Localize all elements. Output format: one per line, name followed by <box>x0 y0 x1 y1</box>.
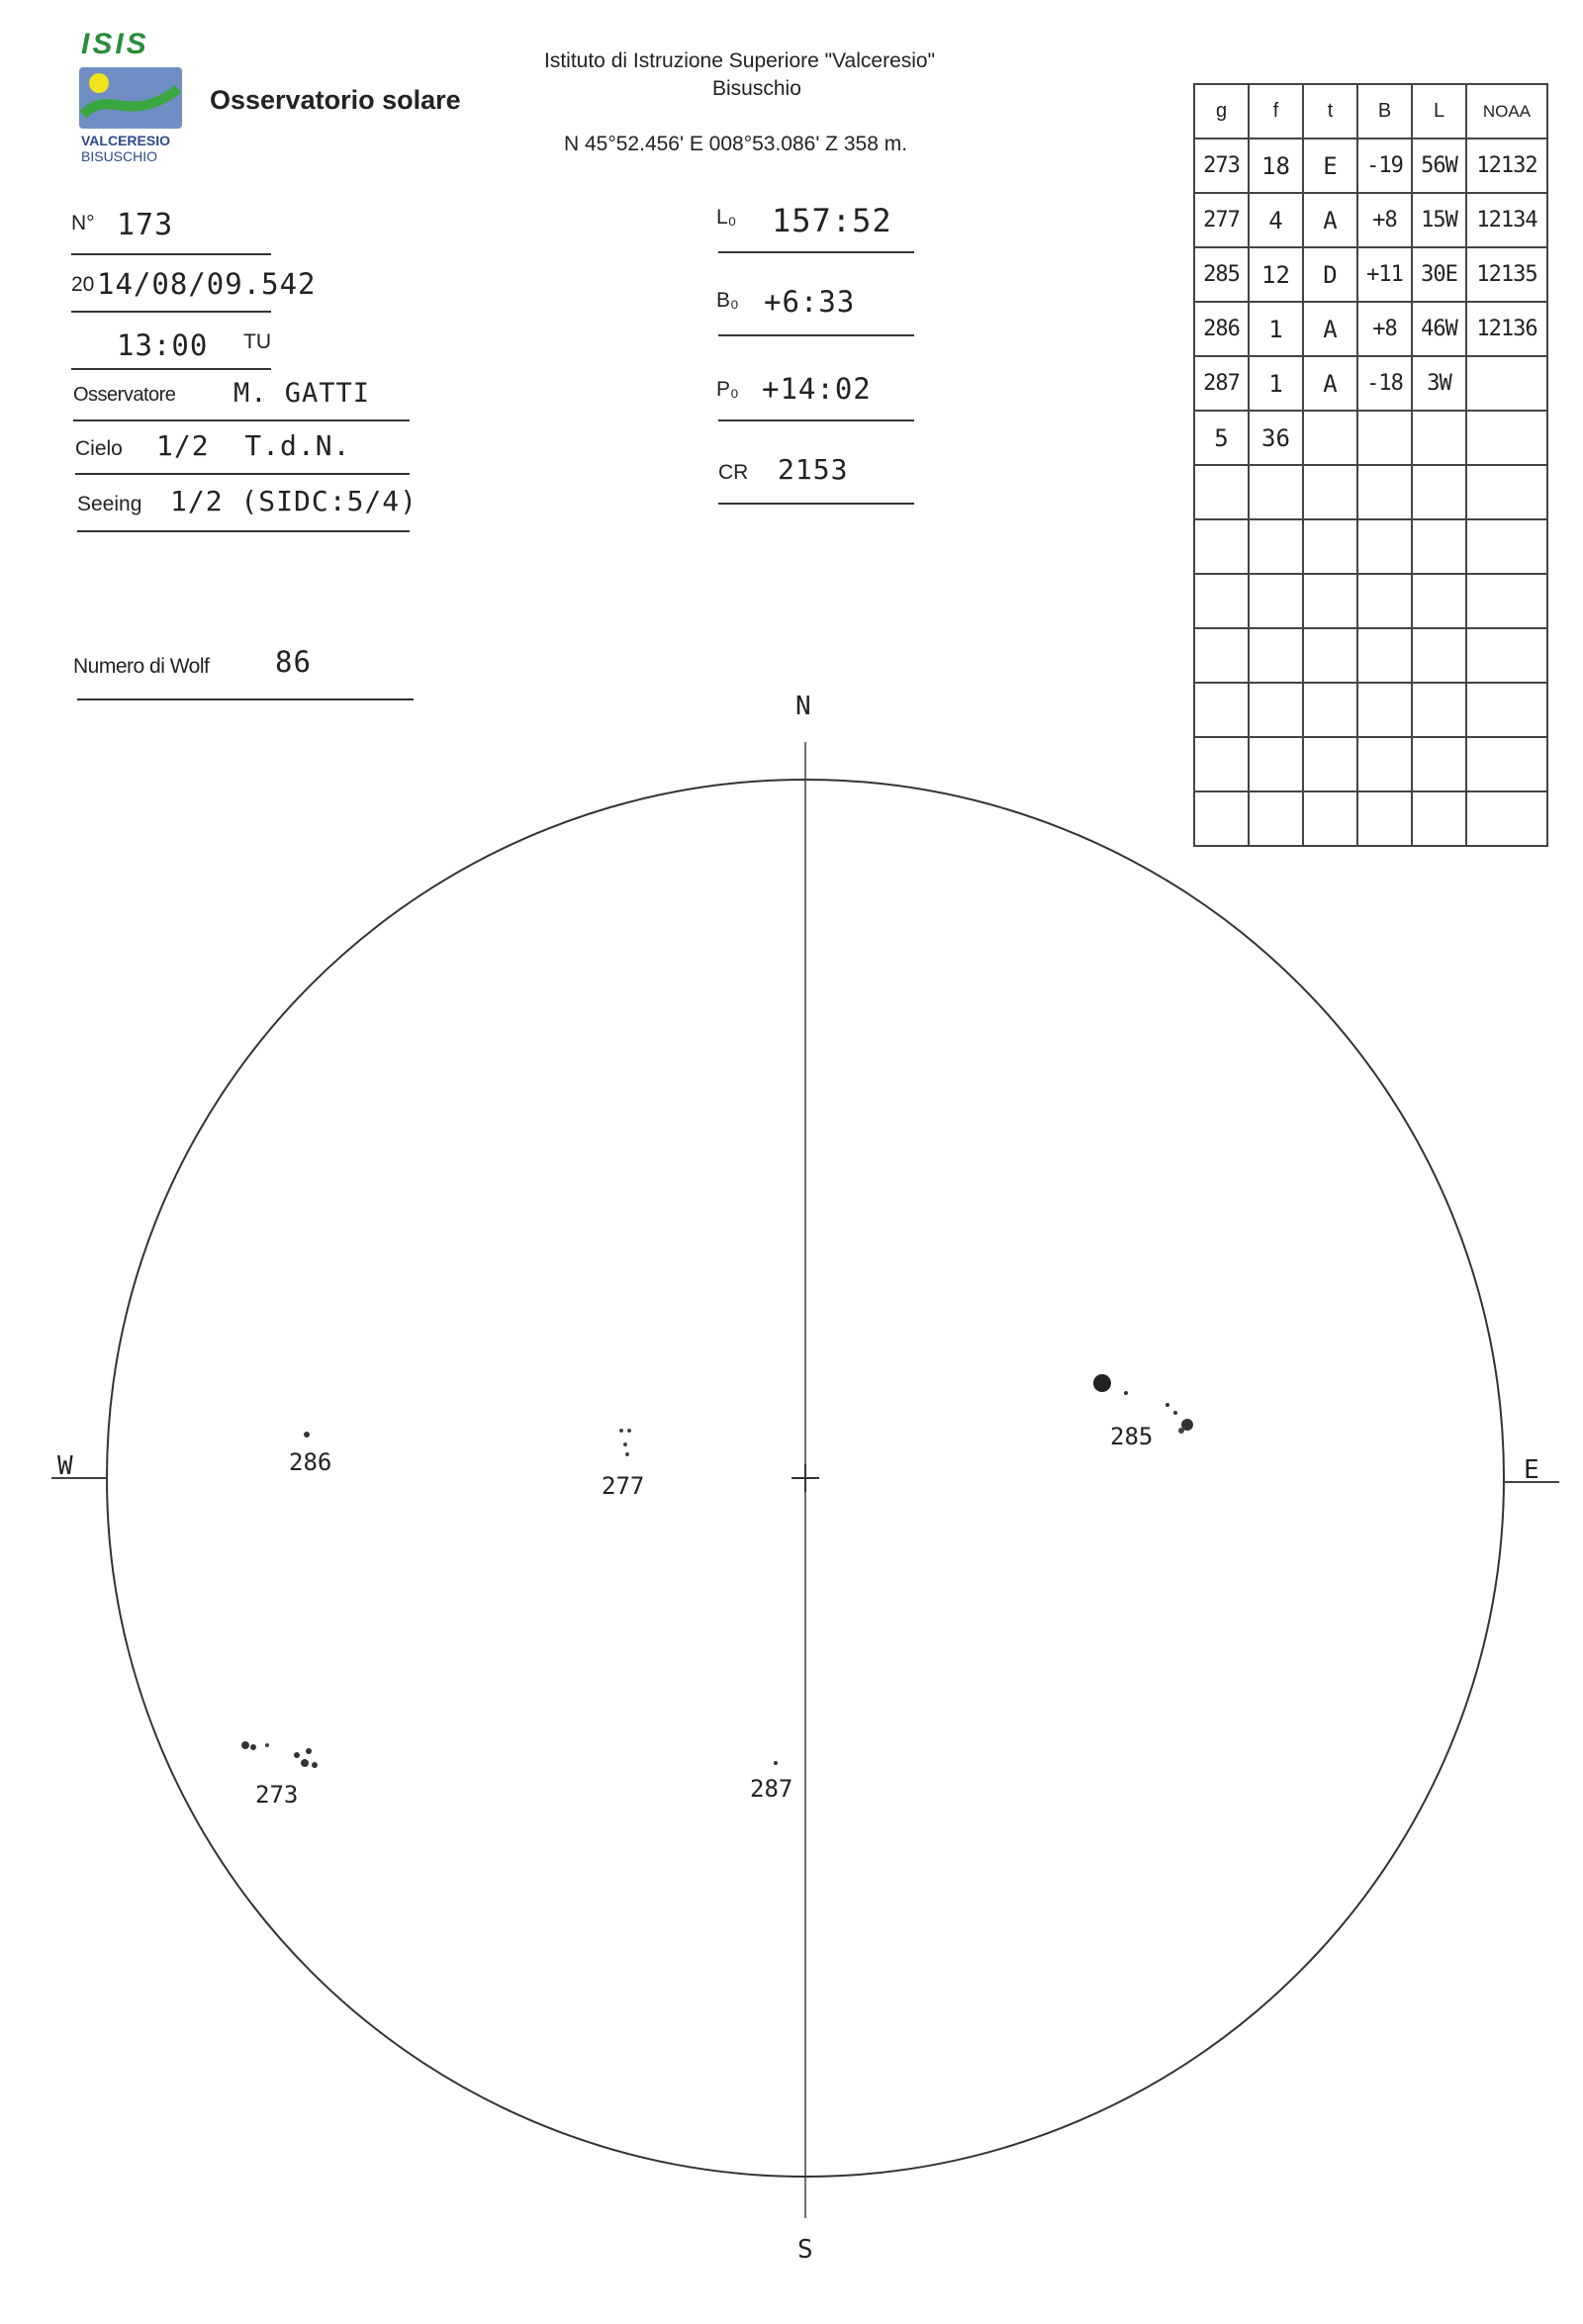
b0-label: B₀ <box>716 289 739 312</box>
table-cell: +11 <box>1357 247 1412 302</box>
table-cell: 30E <box>1412 247 1466 302</box>
table-cell: 46W <box>1412 302 1466 356</box>
sky-value: 1/2 T.d.N. <box>156 429 351 462</box>
table-cell: E <box>1303 139 1357 193</box>
table-cell: 286 <box>1194 302 1249 356</box>
observatory-coordinates: N 45°52.456' E 008°53.086' Z 358 m. <box>564 133 908 155</box>
sunspot-285-dot <box>1165 1403 1169 1407</box>
sunspot-273-dot <box>250 1744 256 1750</box>
table-cell: 36 <box>1249 411 1303 465</box>
table-cell: -19 <box>1357 139 1412 193</box>
west-label: W <box>57 1451 73 1481</box>
table-cell: A <box>1303 302 1357 356</box>
sunspot-285-dot <box>1173 1411 1177 1415</box>
sunspot-273-dot <box>241 1741 249 1749</box>
table-cell: 287 <box>1194 356 1249 411</box>
header-b: B <box>1357 84 1412 139</box>
date-value: 14/08/09.542 <box>97 267 317 301</box>
table-cell: A <box>1303 193 1357 247</box>
p0-label: P₀ <box>716 378 739 401</box>
table-cell: 15W <box>1412 193 1466 247</box>
b0-value: +6:33 <box>764 285 856 319</box>
group-label-273: 273 <box>255 1781 299 1809</box>
header-l: L <box>1412 84 1466 139</box>
sunspot-285-dot <box>1124 1391 1128 1395</box>
table-cell: -18 <box>1357 356 1412 411</box>
date-prefix: 20 <box>71 273 95 296</box>
sunspot-277-dot <box>623 1442 627 1446</box>
table-cell: D <box>1303 247 1357 302</box>
observer-label: Osservatore <box>73 384 176 406</box>
north-label: N <box>795 692 811 721</box>
sunspot-273-dot <box>301 1759 309 1767</box>
table-cell: A <box>1303 356 1357 411</box>
sunspot-273-dot <box>306 1748 312 1754</box>
table-cell: 1 <box>1249 356 1303 411</box>
table-cell: 12136 <box>1466 302 1547 356</box>
sunspot-277-dot <box>625 1452 629 1456</box>
group-label-285: 285 <box>1110 1423 1154 1450</box>
table-cell: +8 <box>1357 302 1412 356</box>
l0-label: L₀ <box>716 206 737 229</box>
header-f: f <box>1249 84 1303 139</box>
group-label-277: 277 <box>602 1472 645 1500</box>
table-cell: 18 <box>1249 139 1303 193</box>
logo-text: ISIS <box>81 28 149 60</box>
sunspot-273-dot <box>294 1752 300 1758</box>
header-noaa: NOAA <box>1466 84 1547 139</box>
time-label: TU <box>243 330 271 353</box>
sunspot-273-dot <box>265 1743 269 1747</box>
group-label-287: 287 <box>750 1775 793 1803</box>
east-label: E <box>1524 1455 1539 1485</box>
l0-value: 157:52 <box>772 202 892 239</box>
observer-value: M. GATTI <box>233 378 371 409</box>
time-value: 13:00 <box>117 328 209 362</box>
header-g: g <box>1194 84 1249 139</box>
table-cell: 277 <box>1194 193 1249 247</box>
observatory-title: Osservatorio solare <box>210 85 461 115</box>
cr-value: 2153 <box>778 453 849 486</box>
table-cell: 285 <box>1194 247 1249 302</box>
south-label: S <box>797 2235 813 2265</box>
table-cell: 4 <box>1249 193 1303 247</box>
sunspot-286 <box>304 1432 310 1438</box>
table-cell: 56W <box>1412 139 1466 193</box>
p0-value: +14:02 <box>762 372 872 406</box>
number-label: N° <box>71 212 95 234</box>
sunspot-285-leader <box>1093 1374 1111 1392</box>
sunspot-273-dot <box>312 1762 318 1768</box>
table-cell: 273 <box>1194 139 1249 193</box>
institute-town: Bisuschio <box>712 77 801 100</box>
table-cell: 1 <box>1249 302 1303 356</box>
group-label-286: 286 <box>289 1448 332 1476</box>
sunspot-277-dot <box>627 1429 631 1433</box>
sunspot-277-dot <box>619 1429 623 1433</box>
wolf-label: Numero di Wolf <box>73 655 210 678</box>
table-cell: 12134 <box>1466 193 1547 247</box>
wolf-value: 86 <box>275 645 312 679</box>
header-t: t <box>1303 84 1357 139</box>
sunspot-285-dot <box>1178 1428 1184 1434</box>
sunspot-287 <box>774 1761 778 1765</box>
table-cell: 12 <box>1249 247 1303 302</box>
table-cell: 3W <box>1412 356 1466 411</box>
seeing-label: Seeing <box>77 493 142 515</box>
logo-subtitle-1: VALCERESIO <box>81 133 170 148</box>
seeing-value: 1/2 (SIDC:5/4) <box>170 485 419 517</box>
logo-subtitle-2: BISUSCHIO <box>81 148 158 164</box>
number-value: 173 <box>117 208 174 242</box>
institute-name: Istituto di Istruzione Superiore "Valceresio" <box>544 49 936 72</box>
table-cell: 12135 <box>1466 247 1547 302</box>
sky-label: Cielo <box>75 437 123 460</box>
cr-label: CR <box>718 461 749 484</box>
table-cell: 12132 <box>1466 139 1547 193</box>
table-cell: +8 <box>1357 193 1412 247</box>
table-cell: 5 <box>1194 411 1249 465</box>
